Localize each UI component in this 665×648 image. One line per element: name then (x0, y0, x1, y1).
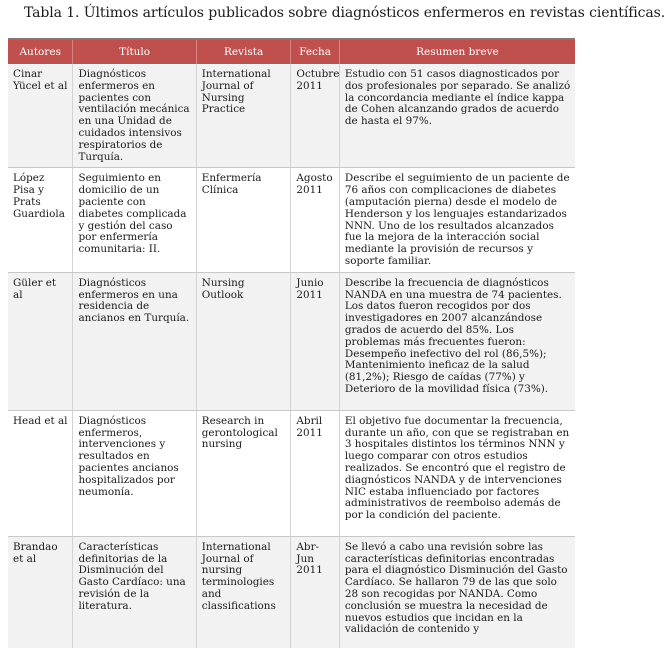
cell-autores: Brandao et al (8, 536, 73, 648)
cell-titulo: Diagnósticos enfermeros en pacientes con ventilación mecánica en una Unidad de cuidados intensivos respiratorios de Turquía. (73, 64, 196, 168)
cell-revista: International Journal of Nursing Practice (196, 64, 291, 168)
cell-revista: International Journal of nursing terminologies and classifications (196, 536, 291, 648)
cell-revista: Nursing Outlook (196, 272, 291, 410)
cell-autores: López Pisa y Prats Guardiola (8, 168, 73, 272)
table-header-row (8, 40, 575, 64)
cell-autores: Head et al (8, 410, 73, 536)
cell-titulo: Características definitorias de la Disminución del Gasto Cardíaco: una revisión de la literatura. (73, 536, 196, 648)
cell-autores: Cinar Yücel et al (8, 64, 73, 168)
header-resumen: Resumen breve (339, 40, 575, 64)
cell-resumen: Se llevó a cabo una revisión sobre las características definitorias encontradas para el diagnóstico Disminución del Gasto Cardíaco. Se hallaron 79 de las que solo 28 son recogidas por NANDA. Como conclusión se muestra la necesidad de nuevos estudios que incidan en la validación de contenido y (339, 536, 575, 648)
table-row (8, 536, 575, 648)
articles-table-container (8, 38, 575, 648)
cell-fecha: Abril 2011 (291, 410, 339, 536)
cell-fecha: Junio 2011 (291, 272, 339, 410)
cell-fecha: Agosto 2011 (291, 168, 339, 272)
cell-revista: Research in gerontological nursing (196, 410, 291, 536)
header-autores: Autores (8, 40, 73, 64)
cell-resumen: Describe el seguimiento de un paciente de 76 años con complicaciones de diabetes (amputación pierna) desde el modelo de Henderson y los lenguajes estandarizados NNN. Uno de los resultados alcanzados fue la mejora de la interacción social mediante la provisión de recursos y soporte familiar. (339, 168, 575, 272)
cell-titulo: Seguimiento en domicilio de un paciente con diabetes complicada y gestión del caso por enfermería comunitaria: II. (73, 168, 196, 272)
table-caption: Tabla 1. Últimos artículos publicados sobre diagnósticos enfermeros en revistas científicas. (24, 5, 665, 21)
header-fecha: Fecha (291, 40, 339, 64)
cell-titulo: Diagnósticos enfermeros en una residencia de ancianos en Turquía. (73, 272, 196, 410)
cell-resumen: Estudio con 51 casos diagnosticados por dos profesionales por separado. Se analizó la concordancia mediante el índice kappa de Cohen alcanzando grados de acuerdo de hasta el 97%. (339, 64, 575, 168)
table-row (8, 410, 575, 536)
header-revista: Revista (196, 40, 291, 64)
cell-autores: Güler et al (8, 272, 73, 410)
header-titulo: Título (73, 40, 196, 64)
table-row (8, 168, 575, 272)
table-row (8, 272, 575, 410)
cell-fecha: Octubre 2011 (291, 64, 339, 168)
cell-fecha: Abr-Jun 2011 (291, 536, 339, 648)
table-row (8, 64, 575, 168)
cell-resumen: El objetivo fue documentar la frecuencia, durante un año, con que se registraban en 3 hospitales distintos los términos NNN y luego comparar con otros estudios realizados. Se encontró que el registro de diagnósticos NANDA y de intervenciones NIC estaba influenciado por factores administrativos de reembolso además de por la condición del paciente. (339, 410, 575, 536)
articles-table (8, 40, 575, 648)
cell-resumen: Describe la frecuencia de diagnósticos NANDA en una muestra de 74 pacientes. Los datos fueron recogidos por dos investigadores en 2007 alcanzándose grados de acuerdo del 85%. Los problemas más frecuentes fueron: Desempeño inefectivo del rol (86,5%); Mantenimiento ineficaz de la salud (81,2%); Riesgo de caídas (77%) y Deterioro de la movilidad física (73%). (339, 272, 575, 410)
cell-titulo: Diagnósticos enfermeros, intervenciones y resultados en pacientes ancianos hospitalizados por neumonía. (73, 410, 196, 536)
cell-revista: Enfermería Clínica (196, 168, 291, 272)
